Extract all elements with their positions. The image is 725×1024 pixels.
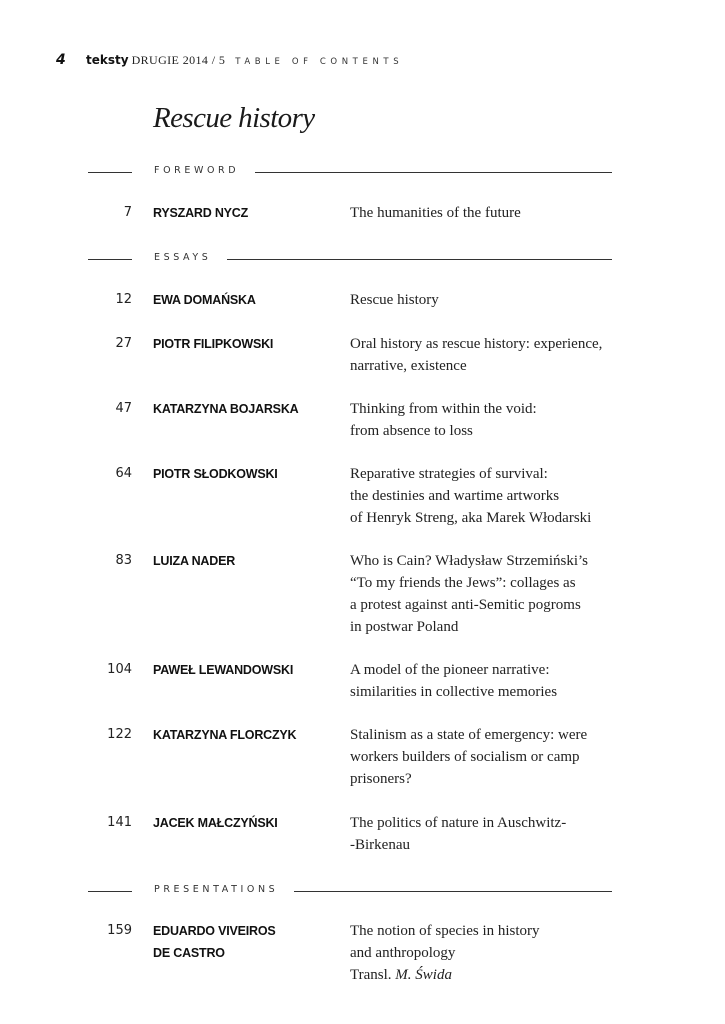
entry-author-line: PIOTR SŁODKOWSKI [153, 467, 278, 481]
journal-brand: teksty [86, 53, 129, 67]
entry-author [153, 724, 333, 746]
section-rule-right [294, 891, 612, 892]
entry-title-line: A model of the pioneer narrative: [350, 662, 550, 678]
section-header [0, 882, 725, 902]
journal-issue: DRUGIE 2014 / 5 [131, 53, 226, 67]
entry-title-line: “To my friends the Jews”: collages as [350, 575, 576, 591]
entry-page-number: 104 [107, 662, 132, 677]
entry-author [153, 289, 333, 311]
section-rule-right [255, 172, 612, 173]
entry-title-line: and anthropology [350, 945, 456, 961]
entry-title-line: The humanities of the future [350, 205, 521, 221]
entry-title-line: narrative, existence [350, 358, 467, 374]
running-header [56, 52, 403, 72]
translation-prefix: Transl. [350, 967, 396, 983]
section-rule-left [88, 259, 132, 260]
entry-page-number: 7 [123, 205, 132, 220]
entry-page-number: 47 [115, 401, 132, 416]
entry-title-line: The notion of species in history [350, 923, 540, 939]
entry-author-line: EDUARDO VIVEIROS [153, 924, 276, 938]
entry-page-number: 64 [115, 466, 132, 481]
entry-author-line: PAWEŁ LEWANDOWSKI [153, 663, 294, 677]
entry-author-line: KATARZYNA BOJARSKA [153, 402, 299, 416]
entry-author-line: PIOTR FILIPKOWSKI [153, 337, 274, 351]
entry-title [350, 333, 620, 377]
entry-title [350, 659, 620, 703]
entry-title-line: in postwar Poland [350, 619, 459, 635]
entry-author [153, 333, 333, 355]
translator-name: M. Świda [395, 967, 452, 983]
entry-title-line: prisoners? [350, 771, 412, 787]
entry-author [153, 202, 333, 224]
entry-title-line: a protest against anti-Semitic pogroms [350, 597, 581, 613]
section-header [0, 163, 725, 183]
entry-author [153, 398, 333, 420]
entry-title [350, 398, 620, 442]
entry-title-line: workers builders of socialism or camp [350, 749, 580, 765]
section-rule-right [227, 259, 612, 260]
section-label: FOREWORD [154, 165, 240, 176]
entry-title-line: Thinking from within the void: [350, 401, 537, 417]
entry-title [350, 463, 620, 529]
entry-author-line: LUIZA NADER [153, 554, 236, 568]
entry-page-number: 12 [115, 292, 132, 307]
entry-page-number: 141 [107, 815, 132, 830]
entry-title [350, 724, 620, 790]
entry-title [350, 812, 620, 856]
entry-title [350, 202, 620, 224]
entry-title-line: Stalinism as a state of emergency: were [350, 727, 588, 743]
entry-title-line: Who is Cain? Władysław Strzemiński’s [350, 553, 589, 569]
entry-title-line: Oral history as rescue history: experience, [350, 336, 603, 352]
entry-title [350, 550, 620, 638]
entry-author [153, 463, 333, 485]
entry-page-number: 27 [115, 336, 132, 351]
entry-title-line: similarities in collective memories [350, 684, 558, 700]
entry-author [153, 550, 333, 572]
section-rule-left [88, 891, 132, 892]
entry-author-line: RYSZARD NYCZ [153, 206, 249, 220]
entry-author [153, 920, 333, 964]
section-rule-left [88, 172, 132, 173]
entry-title-line: the destinies and wartime artworks [350, 488, 560, 504]
section-label: PRESENTATIONS [154, 884, 279, 895]
entry-title [350, 289, 620, 311]
entry-title-line: Rescue history [350, 292, 439, 308]
entry-title-line: Reparative strategies of survival: [350, 466, 548, 482]
entry-author-line: KATARZYNA FLORCZYK [153, 728, 297, 742]
page-number: 4 [56, 52, 66, 68]
entry-title-line: from absence to loss [350, 423, 473, 439]
entry-author [153, 812, 333, 834]
section-header [0, 250, 725, 270]
entry-author-line: JACEK MAŁCZYŃSKI [153, 816, 278, 830]
entry-title-line: of Henryk Streng, aka Marek Włodarski [350, 510, 592, 526]
entry-page-number: 83 [115, 553, 132, 568]
entry-page-number: 159 [107, 923, 132, 938]
page-title: Rescue history [153, 102, 315, 134]
entry-page-number: 122 [107, 727, 132, 742]
entry-translation-credit [350, 964, 620, 986]
journal-section-name: TABLE OF CONTENTS [235, 57, 404, 67]
entry-title-line: -Birkenau [350, 837, 410, 853]
entry-title-line: The politics of nature in Auschwitz- [350, 815, 567, 831]
entry-title [350, 920, 620, 986]
entry-author-line: DE CASTRO [153, 946, 225, 960]
section-label: ESSAYS [154, 252, 212, 263]
entry-author [153, 659, 333, 681]
entry-author-line: EWA DOMAŃSKA [153, 293, 256, 307]
